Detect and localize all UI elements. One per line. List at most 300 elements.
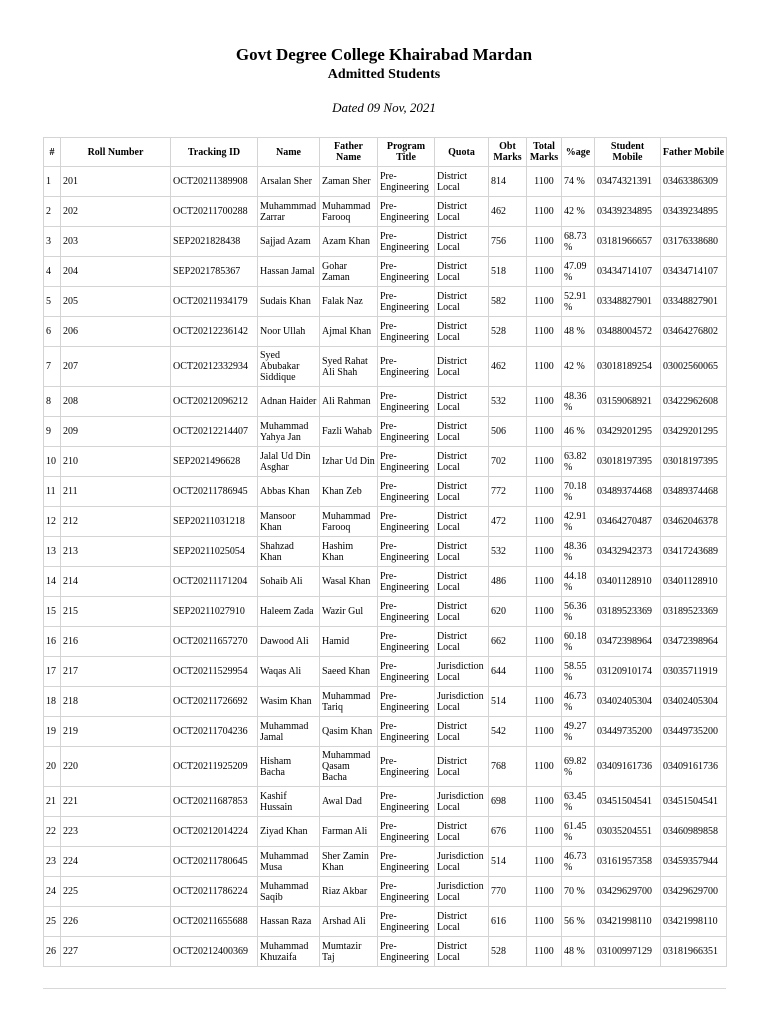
col-program-title-cell: Pre-Engineering (378, 717, 435, 747)
col-father-name-cell: Zaman Sher (320, 167, 378, 197)
col-percentage-cell: 47.09 % (562, 257, 595, 287)
col-total-marks-cell: 1100 (527, 477, 562, 507)
col-tracking-id-cell: OCT20211925209 (171, 747, 258, 787)
col-total-marks-cell: 1100 (527, 347, 562, 387)
col-father-name-cell: Hashim Khan (320, 537, 378, 567)
col-student-mobile-cell: 03434714107 (595, 257, 661, 287)
col-father-mobile-cell: 03181966351 (661, 937, 727, 967)
col-tracking-id-cell: OCT20212096212 (171, 387, 258, 417)
col-father-name-cell: Ali Rahman (320, 387, 378, 417)
col-roll-number-cell: 214 (61, 567, 171, 597)
col-obt-marks-cell: 644 (489, 657, 527, 687)
col-percentage-cell: 48.36 % (562, 537, 595, 567)
col-quota-cell: District Local (435, 477, 489, 507)
col-program-title-cell: Pre-Engineering (378, 417, 435, 447)
col-total-marks-cell: 1100 (527, 627, 562, 657)
col-father-name-cell: Azam Khan (320, 227, 378, 257)
col-percentage-cell: 46.73 % (562, 847, 595, 877)
col-total-marks-cell: 1100 (527, 167, 562, 197)
col-student-mobile-cell: 03464270487 (595, 507, 661, 537)
col-program-title-cell: Pre-Engineering (378, 227, 435, 257)
col-father-name-cell: Gohar Zaman (320, 257, 378, 287)
col-father-mobile-cell: 03472398964 (661, 627, 727, 657)
col-program-title-cell: Pre-Engineering (378, 197, 435, 227)
col-obt-marks-header: Obt Marks (489, 138, 527, 167)
col-percentage-cell: 70.18 % (562, 477, 595, 507)
col-name-cell: Haleem Zada (258, 597, 320, 627)
table-header-row (44, 138, 727, 167)
col-obt-marks-cell: 756 (489, 227, 527, 257)
col-obt-marks-cell: 462 (489, 347, 527, 387)
col-percentage-cell: 58.55 % (562, 657, 595, 687)
col-quota-cell: District Local (435, 197, 489, 227)
col-total-marks-cell: 1100 (527, 597, 562, 627)
col-tracking-id-cell: OCT20212400369 (171, 937, 258, 967)
col-tracking-id-cell: OCT20211786945 (171, 477, 258, 507)
col-total-marks-cell: 1100 (527, 447, 562, 477)
col-obt-marks-cell: 486 (489, 567, 527, 597)
col-tracking-id-cell: OCT20211934179 (171, 287, 258, 317)
col-father-mobile-cell: 03348827901 (661, 287, 727, 317)
table-row (44, 257, 727, 287)
col-program-title-cell: Pre-Engineering (378, 787, 435, 817)
col-index-cell: 12 (44, 507, 61, 537)
col-name-header: Name (258, 138, 320, 167)
col-father-name-cell: Riaz Akbar (320, 877, 378, 907)
col-index-cell: 10 (44, 447, 61, 477)
col-father-name-cell: Mumtazir Taj (320, 937, 378, 967)
col-program-title-cell: Pre-Engineering (378, 537, 435, 567)
col-percentage-cell: 70 % (562, 877, 595, 907)
col-roll-number-cell: 210 (61, 447, 171, 477)
table-row (44, 197, 727, 227)
col-obt-marks-cell: 528 (489, 937, 527, 967)
col-father-name-cell: Saeed Khan (320, 657, 378, 687)
col-percentage-cell: 60.18 % (562, 627, 595, 657)
col-roll-number-cell: 215 (61, 597, 171, 627)
table-row (44, 627, 727, 657)
col-tracking-id-cell: OCT20211687853 (171, 787, 258, 817)
col-student-mobile-cell: 03100997129 (595, 937, 661, 967)
col-total-marks-cell: 1100 (527, 537, 562, 567)
col-index-header: # (44, 138, 61, 167)
col-program-title-cell: Pre-Engineering (378, 747, 435, 787)
col-name-cell: Hisham Bacha (258, 747, 320, 787)
col-total-marks-cell: 1100 (527, 197, 562, 227)
col-student-mobile-cell: 03472398964 (595, 627, 661, 657)
col-roll-number-cell: 218 (61, 687, 171, 717)
col-obt-marks-cell: 814 (489, 167, 527, 197)
col-quota-cell: Jurisdiction Local (435, 847, 489, 877)
col-father-name-cell: Muhammad Farooq (320, 197, 378, 227)
col-student-mobile-cell: 03159068921 (595, 387, 661, 417)
table-row (44, 447, 727, 477)
col-student-mobile-cell: 03181966657 (595, 227, 661, 257)
table-row (44, 537, 727, 567)
col-index-cell: 2 (44, 197, 61, 227)
col-program-title-cell: Pre-Engineering (378, 817, 435, 847)
col-index-cell: 9 (44, 417, 61, 447)
col-obt-marks-cell: 616 (489, 907, 527, 937)
col-father-name-cell: Sher Zamin Khan (320, 847, 378, 877)
col-index-cell: 6 (44, 317, 61, 347)
col-total-marks-header: Total Marks (527, 138, 562, 167)
col-father-mobile-cell: 03463386309 (661, 167, 727, 197)
col-obt-marks-cell: 770 (489, 877, 527, 907)
col-total-marks-cell: 1100 (527, 287, 562, 317)
table-row (44, 477, 727, 507)
col-student-mobile-cell: 03348827901 (595, 287, 661, 317)
col-name-cell: Muhammad Yahya Jan (258, 417, 320, 447)
col-tracking-id-cell: OCT20211655688 (171, 907, 258, 937)
col-index-cell: 16 (44, 627, 61, 657)
col-obt-marks-cell: 772 (489, 477, 527, 507)
col-obt-marks-cell: 532 (489, 537, 527, 567)
table-row (44, 717, 727, 747)
col-father-mobile-cell: 03489374468 (661, 477, 727, 507)
col-program-title-cell: Pre-Engineering (378, 477, 435, 507)
col-program-title-cell: Pre-Engineering (378, 687, 435, 717)
col-roll-number-cell: 209 (61, 417, 171, 447)
col-student-mobile-cell: 03409161736 (595, 747, 661, 787)
col-father-mobile-cell: 03018197395 (661, 447, 727, 477)
col-tracking-id-cell: OCT20211786224 (171, 877, 258, 907)
col-obt-marks-cell: 532 (489, 387, 527, 417)
col-quota-cell: District Local (435, 567, 489, 597)
col-name-cell: Hassan Jamal (258, 257, 320, 287)
col-father-name-cell: Fazli Wahab (320, 417, 378, 447)
table-row (44, 657, 727, 687)
table-row (44, 877, 727, 907)
col-total-marks-cell: 1100 (527, 657, 562, 687)
col-father-name-cell: Syed Rahat Ali Shah (320, 347, 378, 387)
col-tracking-id-cell: OCT20211704236 (171, 717, 258, 747)
col-obt-marks-cell: 528 (489, 317, 527, 347)
col-name-cell: Shahzad Khan (258, 537, 320, 567)
col-total-marks-cell: 1100 (527, 317, 562, 347)
col-total-marks-cell: 1100 (527, 417, 562, 447)
col-obt-marks-cell: 472 (489, 507, 527, 537)
col-father-mobile-cell: 03422962608 (661, 387, 727, 417)
table-row (44, 747, 727, 787)
col-quota-cell: District Local (435, 747, 489, 787)
col-quota-cell: District Local (435, 507, 489, 537)
col-student-mobile-cell: 03488004572 (595, 317, 661, 347)
col-program-title-cell: Pre-Engineering (378, 597, 435, 627)
col-father-name-cell: Arshad Ali (320, 907, 378, 937)
col-index-cell: 15 (44, 597, 61, 627)
col-percentage-cell: 56 % (562, 907, 595, 937)
col-obt-marks-cell: 514 (489, 687, 527, 717)
col-index-cell: 20 (44, 747, 61, 787)
col-program-title-cell: Pre-Engineering (378, 627, 435, 657)
col-father-name-cell: Muhammad Qasam Bacha (320, 747, 378, 787)
col-name-cell: Hassan Raza (258, 907, 320, 937)
col-obt-marks-cell: 506 (489, 417, 527, 447)
col-father-name-cell: Wasal Khan (320, 567, 378, 597)
col-index-cell: 23 (44, 847, 61, 877)
col-name-cell: Mansoor Khan (258, 507, 320, 537)
col-name-cell: Kashif Hussain (258, 787, 320, 817)
col-name-cell: Muhammad Jamal (258, 717, 320, 747)
col-quota-cell: Jurisdiction Local (435, 657, 489, 687)
col-quota-cell: District Local (435, 227, 489, 257)
col-quota-cell: District Local (435, 417, 489, 447)
col-student-mobile-cell: 03035204551 (595, 817, 661, 847)
col-program-title-header: Program Title (378, 138, 435, 167)
col-father-mobile-cell: 03460989858 (661, 817, 727, 847)
col-father-mobile-cell: 03434714107 (661, 257, 727, 287)
col-name-cell: Sajjad Azam (258, 227, 320, 257)
col-program-title-cell: Pre-Engineering (378, 387, 435, 417)
col-index-cell: 7 (44, 347, 61, 387)
col-name-cell: Jalal Ud Din Asghar (258, 447, 320, 477)
table-row (44, 347, 727, 387)
col-percentage-cell: 74 % (562, 167, 595, 197)
col-father-mobile-cell: 03451504541 (661, 787, 727, 817)
col-quota-cell: Jurisdiction Local (435, 877, 489, 907)
col-father-mobile-cell: 03176338680 (661, 227, 727, 257)
col-index-cell: 4 (44, 257, 61, 287)
col-name-cell: Arsalan Sher (258, 167, 320, 197)
col-total-marks-cell: 1100 (527, 257, 562, 287)
col-obt-marks-cell: 514 (489, 847, 527, 877)
col-total-marks-cell: 1100 (527, 507, 562, 537)
col-father-name-header: Father Name (320, 138, 378, 167)
col-name-cell: Adnan Haider (258, 387, 320, 417)
col-father-mobile-cell: 03421998110 (661, 907, 727, 937)
col-father-name-cell: Izhar Ud Din (320, 447, 378, 477)
table-row (44, 907, 727, 937)
col-index-cell: 22 (44, 817, 61, 847)
bottom-divider (43, 988, 726, 989)
col-index-cell: 19 (44, 717, 61, 747)
col-name-cell: Wasim Khan (258, 687, 320, 717)
col-tracking-id-cell: OCT20212214407 (171, 417, 258, 447)
col-percentage-cell: 52.91 % (562, 287, 595, 317)
col-student-mobile-cell: 03401128910 (595, 567, 661, 597)
col-tracking-id-cell: OCT20211171204 (171, 567, 258, 597)
col-program-title-cell: Pre-Engineering (378, 877, 435, 907)
col-total-marks-cell: 1100 (527, 847, 562, 877)
col-father-name-cell: Hamid (320, 627, 378, 657)
col-tracking-id-header: Tracking ID (171, 138, 258, 167)
col-quota-cell: Jurisdiction Local (435, 687, 489, 717)
col-student-mobile-cell: 03432942373 (595, 537, 661, 567)
col-program-title-cell: Pre-Engineering (378, 847, 435, 877)
col-program-title-cell: Pre-Engineering (378, 657, 435, 687)
col-name-cell: Sohaib Ali (258, 567, 320, 597)
col-father-name-cell: Khan Zeb (320, 477, 378, 507)
col-name-cell: Muhammad Musa (258, 847, 320, 877)
col-father-mobile-cell: 03462046378 (661, 507, 727, 537)
col-total-marks-cell: 1100 (527, 907, 562, 937)
col-percentage-cell: 68.73 % (562, 227, 595, 257)
col-roll-number-cell: 224 (61, 847, 171, 877)
col-name-cell: Noor Ullah (258, 317, 320, 347)
col-quota-cell: District Local (435, 387, 489, 417)
table-row (44, 287, 727, 317)
col-father-mobile-cell: 03417243689 (661, 537, 727, 567)
table-row (44, 817, 727, 847)
col-tracking-id-cell: OCT20212236142 (171, 317, 258, 347)
date-line: Dated 09 Nov, 2021 (332, 100, 436, 115)
col-tracking-id-cell: OCT20211700288 (171, 197, 258, 227)
col-father-name-cell: Falak Naz (320, 287, 378, 317)
col-total-marks-cell: 1100 (527, 567, 562, 597)
col-program-title-cell: Pre-Engineering (378, 447, 435, 477)
col-father-mobile-cell: 03439234895 (661, 197, 727, 227)
col-percentage-cell: 69.82 % (562, 747, 595, 787)
col-percentage-header: %age (562, 138, 595, 167)
col-roll-number-cell: 205 (61, 287, 171, 317)
col-obt-marks-cell: 676 (489, 817, 527, 847)
col-roll-number-cell: 208 (61, 387, 171, 417)
col-father-mobile-cell: 03459357944 (661, 847, 727, 877)
col-name-cell: Syed Abubakar Siddique (258, 347, 320, 387)
col-percentage-cell: 48 % (562, 937, 595, 967)
col-student-mobile-cell: 03429629700 (595, 877, 661, 907)
col-percentage-cell: 63.45 % (562, 787, 595, 817)
page-subtitle: Admitted Students (327, 67, 441, 82)
table-row (44, 167, 727, 197)
col-quota-cell: District Local (435, 447, 489, 477)
table-row (44, 417, 727, 447)
col-index-cell: 25 (44, 907, 61, 937)
table-row (44, 687, 727, 717)
col-roll-number-cell: 211 (61, 477, 171, 507)
col-quota-cell: District Local (435, 627, 489, 657)
col-roll-number-cell: 207 (61, 347, 171, 387)
col-tracking-id-cell: OCT20211726692 (171, 687, 258, 717)
col-roll-number-cell: 221 (61, 787, 171, 817)
col-student-mobile-cell: 03489374468 (595, 477, 661, 507)
col-name-cell: Abbas Khan (258, 477, 320, 507)
col-index-cell: 21 (44, 787, 61, 817)
col-father-mobile-cell: 03035711919 (661, 657, 727, 687)
col-roll-number-cell: 203 (61, 227, 171, 257)
col-percentage-cell: 44.18 % (562, 567, 595, 597)
table-row (44, 937, 727, 967)
col-total-marks-cell: 1100 (527, 387, 562, 417)
col-roll-number-cell: 202 (61, 197, 171, 227)
col-roll-number-cell: 206 (61, 317, 171, 347)
col-obt-marks-cell: 698 (489, 787, 527, 817)
col-student-mobile-cell: 03402405304 (595, 687, 661, 717)
col-obt-marks-cell: 582 (489, 287, 527, 317)
col-quota-cell: District Local (435, 937, 489, 967)
col-father-mobile-cell: 03189523369 (661, 597, 727, 627)
col-roll-number-cell: 212 (61, 507, 171, 537)
col-tracking-id-cell: OCT20212332934 (171, 347, 258, 387)
col-percentage-cell: 61.45 % (562, 817, 595, 847)
col-program-title-cell: Pre-Engineering (378, 317, 435, 347)
col-student-mobile-cell: 03429201295 (595, 417, 661, 447)
col-student-mobile-cell: 03189523369 (595, 597, 661, 627)
col-program-title-cell: Pre-Engineering (378, 257, 435, 287)
col-quota-cell: District Local (435, 717, 489, 747)
col-quota-cell: District Local (435, 817, 489, 847)
col-quota-cell: District Local (435, 347, 489, 387)
col-quota-cell: Jurisdiction Local (435, 787, 489, 817)
col-percentage-cell: 48 % (562, 317, 595, 347)
col-percentage-cell: 46 % (562, 417, 595, 447)
col-program-title-cell: Pre-Engineering (378, 937, 435, 967)
col-name-cell: Sudais Khan (258, 287, 320, 317)
col-total-marks-cell: 1100 (527, 937, 562, 967)
col-roll-number-cell: 219 (61, 717, 171, 747)
col-roll-number-cell: 217 (61, 657, 171, 687)
table-row (44, 507, 727, 537)
col-father-name-cell: Muhammad Farooq (320, 507, 378, 537)
col-obt-marks-cell: 662 (489, 627, 527, 657)
col-quota-cell: District Local (435, 257, 489, 287)
col-quota-cell: District Local (435, 317, 489, 347)
col-name-cell: Dawood Ali (258, 627, 320, 657)
col-father-mobile-cell: 03429201295 (661, 417, 727, 447)
col-quota-cell: District Local (435, 537, 489, 567)
col-program-title-cell: Pre-Engineering (378, 907, 435, 937)
col-student-mobile-cell: 03451504541 (595, 787, 661, 817)
col-obt-marks-cell: 542 (489, 717, 527, 747)
col-index-cell: 8 (44, 387, 61, 417)
col-student-mobile-cell: 03018197395 (595, 447, 661, 477)
col-percentage-cell: 42 % (562, 197, 595, 227)
col-name-cell: Muhammad Saqib (258, 877, 320, 907)
col-index-cell: 26 (44, 937, 61, 967)
col-program-title-cell: Pre-Engineering (378, 347, 435, 387)
col-roll-number-cell: 220 (61, 747, 171, 787)
table-row (44, 787, 727, 817)
col-father-name-cell: Wazir Gul (320, 597, 378, 627)
col-roll-number-cell: 216 (61, 627, 171, 657)
col-index-cell: 17 (44, 657, 61, 687)
col-roll-number-header: Roll Number (61, 138, 171, 167)
col-tracking-id-cell: SEP20211031218 (171, 507, 258, 537)
col-percentage-cell: 42 % (562, 347, 595, 387)
col-total-marks-cell: 1100 (527, 687, 562, 717)
col-roll-number-cell: 201 (61, 167, 171, 197)
col-index-cell: 5 (44, 287, 61, 317)
admitted-students-table (43, 137, 727, 967)
col-index-cell: 24 (44, 877, 61, 907)
col-quota-cell: District Local (435, 167, 489, 197)
col-father-mobile-cell: 03401128910 (661, 567, 727, 597)
col-obt-marks-cell: 620 (489, 597, 527, 627)
col-quota-header: Quota (435, 138, 489, 167)
col-percentage-cell: 56.36 % (562, 597, 595, 627)
col-student-mobile-header: Student Mobile (595, 138, 661, 167)
col-father-mobile-header: Father Mobile (661, 138, 727, 167)
col-tracking-id-cell: OCT20211529954 (171, 657, 258, 687)
col-father-name-cell: Farman Ali (320, 817, 378, 847)
table-row (44, 847, 727, 877)
college-title: Govt Degree College Khairabad Mardan (235, 45, 533, 64)
col-total-marks-cell: 1100 (527, 817, 562, 847)
col-tracking-id-cell: OCT20211389908 (171, 167, 258, 197)
table-row (44, 317, 727, 347)
col-percentage-cell: 42.91 % (562, 507, 595, 537)
col-roll-number-cell: 223 (61, 817, 171, 847)
col-roll-number-cell: 225 (61, 877, 171, 907)
col-tracking-id-cell: OCT20212014224 (171, 817, 258, 847)
col-father-name-cell: Awal Dad (320, 787, 378, 817)
col-index-cell: 13 (44, 537, 61, 567)
col-father-mobile-cell: 03402405304 (661, 687, 727, 717)
col-index-cell: 1 (44, 167, 61, 197)
col-father-mobile-cell: 03429629700 (661, 877, 727, 907)
col-total-marks-cell: 1100 (527, 227, 562, 257)
